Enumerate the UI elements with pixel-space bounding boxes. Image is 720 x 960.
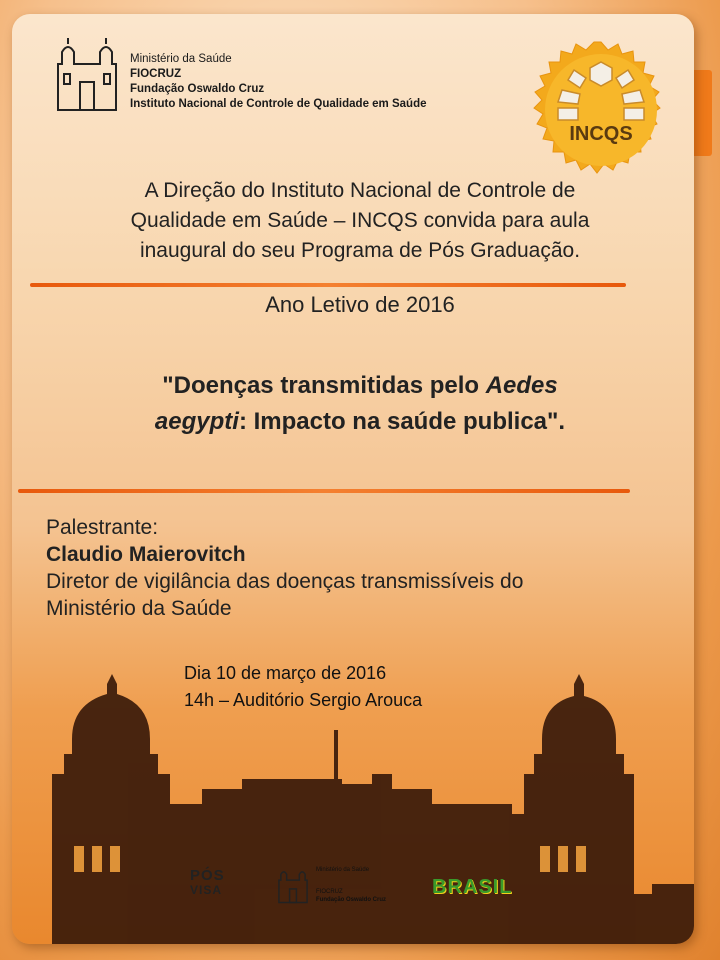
header-institution-text — [130, 52, 427, 112]
posvisa-line-1: PÓS — [190, 867, 225, 884]
posvisa-logo — [190, 868, 225, 898]
speaker-label: Palestrante: — [46, 516, 159, 539]
event-date: Dia 10 de março de 2016 — [184, 663, 387, 683]
footer-fiocruz: FIOCRUZ — [316, 889, 343, 895]
invitation-line-3: inaugural do seu Programa de Pós Graduação. — [139, 239, 581, 262]
divider-bottom — [18, 489, 630, 493]
brasil-government-logo: BRASIL — [432, 876, 513, 898]
lecture-title — [60, 368, 660, 440]
speaker-role-line-2: Ministério da Saúde — [46, 597, 232, 620]
invitation-line-2: Qualidade em Saúde – INCQS convida para aula — [130, 209, 590, 232]
event-time-place: 14h – Auditório Sergio Arouca — [184, 690, 423, 710]
title-italic-1: Aedes — [485, 372, 558, 399]
event-details — [184, 660, 422, 714]
footer-foundation: Fundação Oswaldo Cruz — [316, 897, 387, 903]
title-italic-2: aegypti — [154, 408, 239, 435]
fiocruz-building-logo — [52, 34, 122, 114]
invitation-text — [40, 176, 680, 266]
footer-fiocruz-logo — [276, 862, 416, 912]
header-fiocruz: FIOCRUZ — [130, 68, 182, 80]
speaker-role-line-1: Diretor de vigilância das doenças transmissíveis do — [46, 570, 524, 593]
footer-building-icon — [276, 862, 310, 908]
posvisa-line-2: VISA — [190, 883, 223, 897]
divider-top — [30, 283, 626, 287]
header-ministry: Ministério da Saúde — [130, 53, 232, 65]
incqs-seal-logo — [528, 40, 674, 186]
title-part-1: "Doenças transmitidas pelo — [162, 372, 486, 399]
academic-year: Ano Letivo de 2016 — [265, 292, 455, 317]
badge-label: INCQS — [569, 123, 633, 145]
title-part-2: : Impacto na saúde publica". — [238, 408, 566, 435]
header-institute: Instituto Nacional de Controle de Qualidade em Saúde — [130, 98, 427, 110]
speaker-name: Claudio Maierovitch — [46, 543, 246, 566]
invitation-line-1: A Direção do Instituto Nacional de Controle de — [144, 179, 576, 202]
header-foundation: Fundação Oswaldo Cruz — [130, 83, 265, 95]
speaker-block — [46, 514, 686, 622]
footer-ministry: Ministério da Saúde — [316, 867, 370, 873]
